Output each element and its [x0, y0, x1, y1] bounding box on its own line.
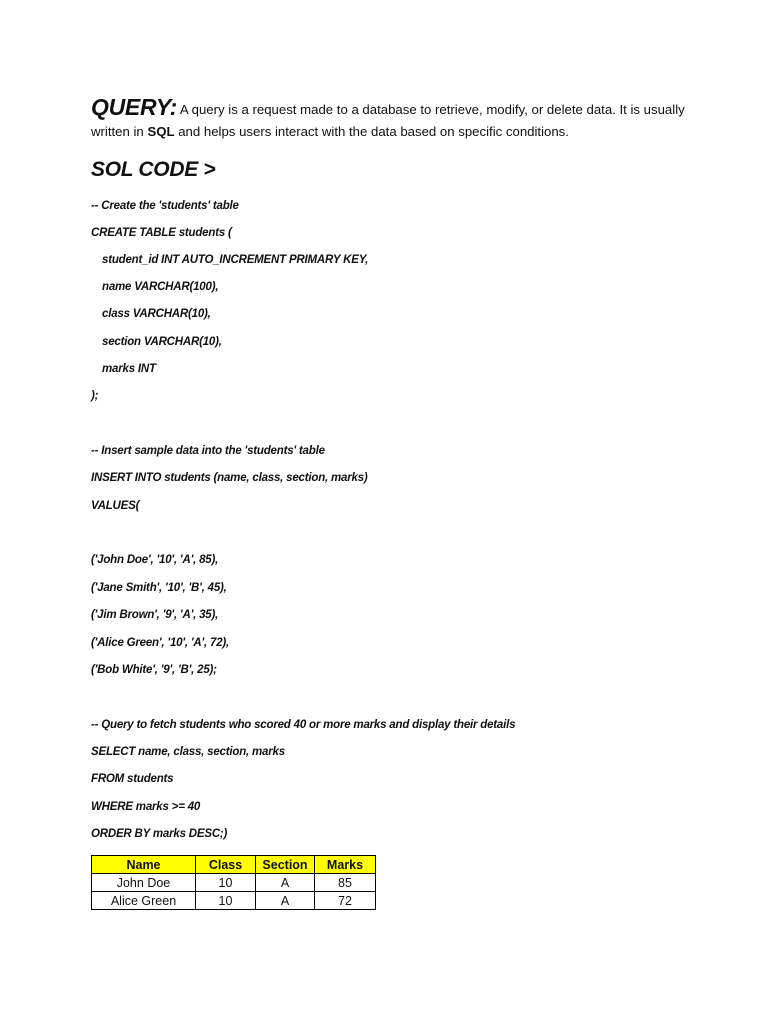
code-values-keyword: VALUES( — [91, 500, 140, 512]
cell-marks: 85 — [315, 874, 376, 892]
code-close-paren: ); — [91, 390, 99, 402]
code-insert-into: INSERT INTO students (name, class, section, marks) — [91, 472, 368, 484]
code-column-section: section VARCHAR(10), — [102, 336, 222, 348]
query-label: QUERY: — [91, 94, 177, 120]
cell-section: A — [256, 892, 315, 910]
code-column-name: name VARCHAR(100), — [102, 281, 219, 293]
table-row — [92, 874, 376, 892]
code-value-row: ('Bob White', '9', 'B', 25); — [91, 664, 217, 676]
cell-section: A — [256, 874, 315, 892]
code-where: WHERE marks >= 40 — [91, 801, 201, 813]
cell-class: 10 — [196, 874, 256, 892]
code-column-class: class VARCHAR(10), — [102, 308, 211, 320]
code-create-table: CREATE TABLE students ( — [91, 227, 232, 239]
table-header-row — [92, 856, 376, 874]
cell-marks: 72 — [315, 892, 376, 910]
cell-class: 10 — [196, 892, 256, 910]
column-header-name: Name — [92, 856, 196, 874]
code-comment-insert: -- Insert sample data into the 'students' table — [91, 445, 325, 457]
code-value-row: ('Alice Green', '10', 'A', 72), — [91, 637, 230, 649]
column-header-marks: Marks — [315, 856, 376, 874]
code-comment-create: -- Create the 'students' table — [91, 200, 239, 212]
code-from: FROM students — [91, 773, 174, 785]
code-value-row: ('Jane Smith', '10', 'B', 45), — [91, 582, 227, 594]
code-order-by: ORDER BY marks DESC;) — [91, 828, 228, 840]
cell-name: John Doe — [92, 874, 196, 892]
results-table — [91, 855, 376, 910]
column-header-section: Section — [256, 856, 315, 874]
code-column-student-id: student_id INT AUTO_INCREMENT PRIMARY KEY, — [102, 254, 369, 266]
code-select: SELECT name, class, section, marks — [91, 746, 285, 758]
code-value-row: ('Jim Brown', '9', 'A', 35), — [91, 609, 219, 621]
section-heading: SOL CODE > — [91, 158, 216, 181]
sql-word: SQL — [147, 124, 175, 139]
cell-name: Alice Green — [92, 892, 196, 910]
code-comment-query: -- Query to fetch students who scored 40 or more marks and display their details — [91, 719, 516, 731]
code-value-row: ('John Doe', '10', 'A', 85), — [91, 554, 219, 566]
intro-paragraph — [91, 96, 691, 143]
intro-text-part2: and helps users interact with the data based on specific conditions. — [174, 124, 569, 139]
intro-text-part1: A query is a request made to a database to retrieve, modify, or delete data. It is usually written in — [91, 102, 685, 139]
column-header-class: Class — [196, 856, 256, 874]
code-column-marks: marks INT — [102, 363, 156, 375]
table-row — [92, 892, 376, 910]
